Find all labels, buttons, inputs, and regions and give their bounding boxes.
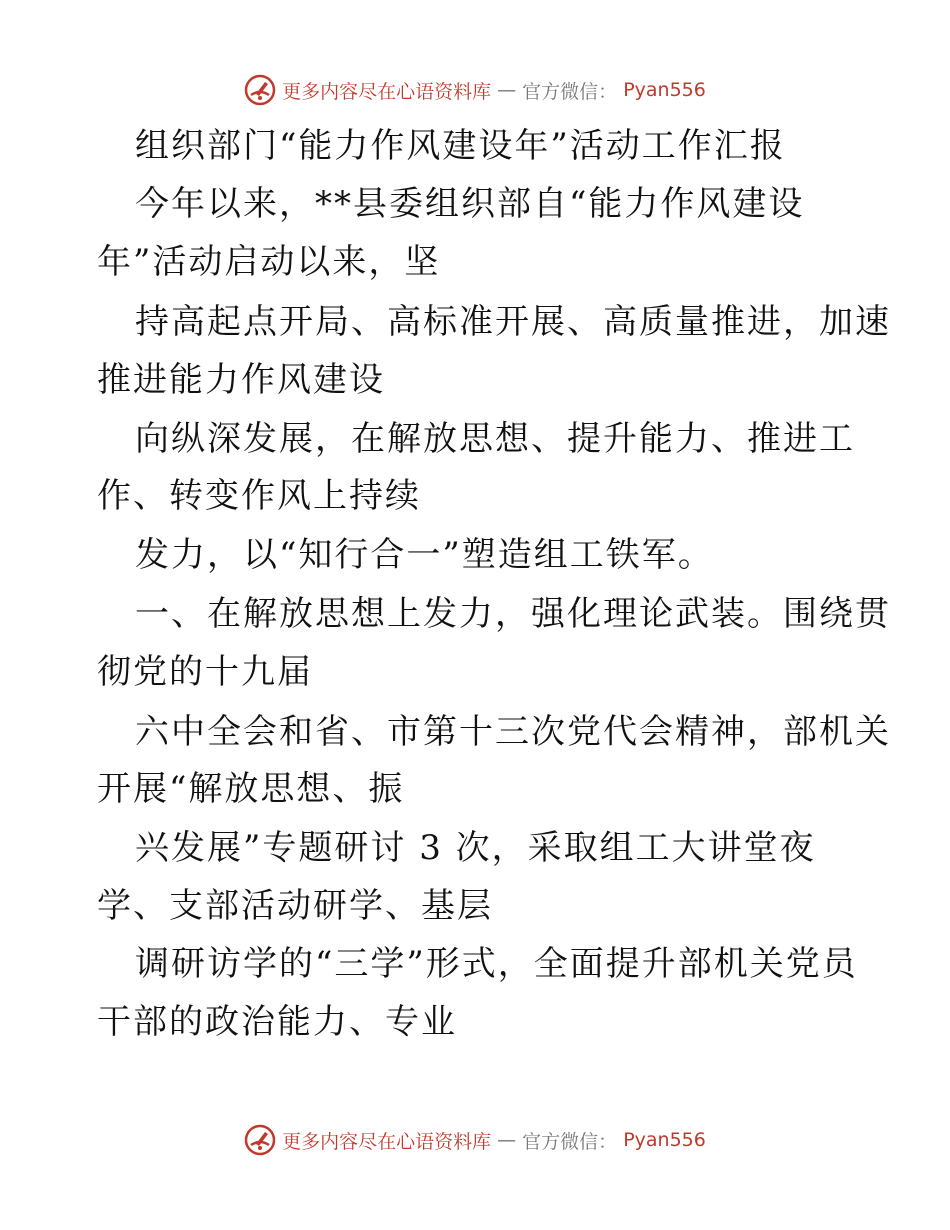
paragraph-line: 今年以来，**县委组织部自“能力作风建设 <box>135 184 805 224</box>
book-pen-icon <box>244 1124 276 1156</box>
banner-wechat-id: Pyan556 <box>623 79 706 101</box>
book-pen-icon <box>244 74 276 106</box>
paragraph-line: 兴发展”专题研讨 3 次，采取组工大讲堂夜 <box>135 828 816 868</box>
banner-wechat-label: 官方微信： <box>522 80 618 103</box>
paragraph-line: 彻党的十九届 <box>97 652 313 692</box>
banner-wechat-label: 官方微信： <box>522 1130 618 1153</box>
section-heading-line: 一、在解放思想上发力，强化理论武装。围绕贯 <box>135 594 891 634</box>
paragraph-line: 向纵深发展，在解放思想、提升能力、推进工 <box>135 419 855 459</box>
paragraph-line: 调研访学的“三学”形式，全面提升部机关党员 <box>135 944 858 984</box>
banner-dash: — <box>497 1129 517 1151</box>
paragraph-line: 年”活动启动以来，坚 <box>97 242 441 282</box>
document-title: 组织部门“能力作风建设年”活动工作汇报 <box>135 126 786 166</box>
banner-wechat-id: Pyan556 <box>623 1129 706 1151</box>
banner-brand-text: 更多内容尽在心语资料库 <box>282 80 492 103</box>
paragraph-line: 推进能力作风建设 <box>97 360 385 400</box>
paragraph-line: 作、转变作风上持续 <box>97 476 421 516</box>
paragraph-line: 发力，以“知行合一”塑造组工铁军。 <box>135 535 714 575</box>
paragraph-line: 持高起点开局、高标准开展、高质量推进，加速 <box>135 302 891 342</box>
paragraph-line: 学、支部活动研学、基层 <box>97 886 493 926</box>
banner-brand-text: 更多内容尽在心语资料库 <box>282 1130 492 1153</box>
paragraph-line: 六中全会和省、市第十三次党代会精神，部机关 <box>135 712 891 752</box>
paragraph-line: 干部的政治能力、专业 <box>97 1002 457 1042</box>
paragraph-line: 开展“解放思想、振 <box>97 769 405 809</box>
header-banner <box>0 70 950 110</box>
banner-dash: — <box>497 79 517 101</box>
footer-banner <box>0 1120 950 1160</box>
